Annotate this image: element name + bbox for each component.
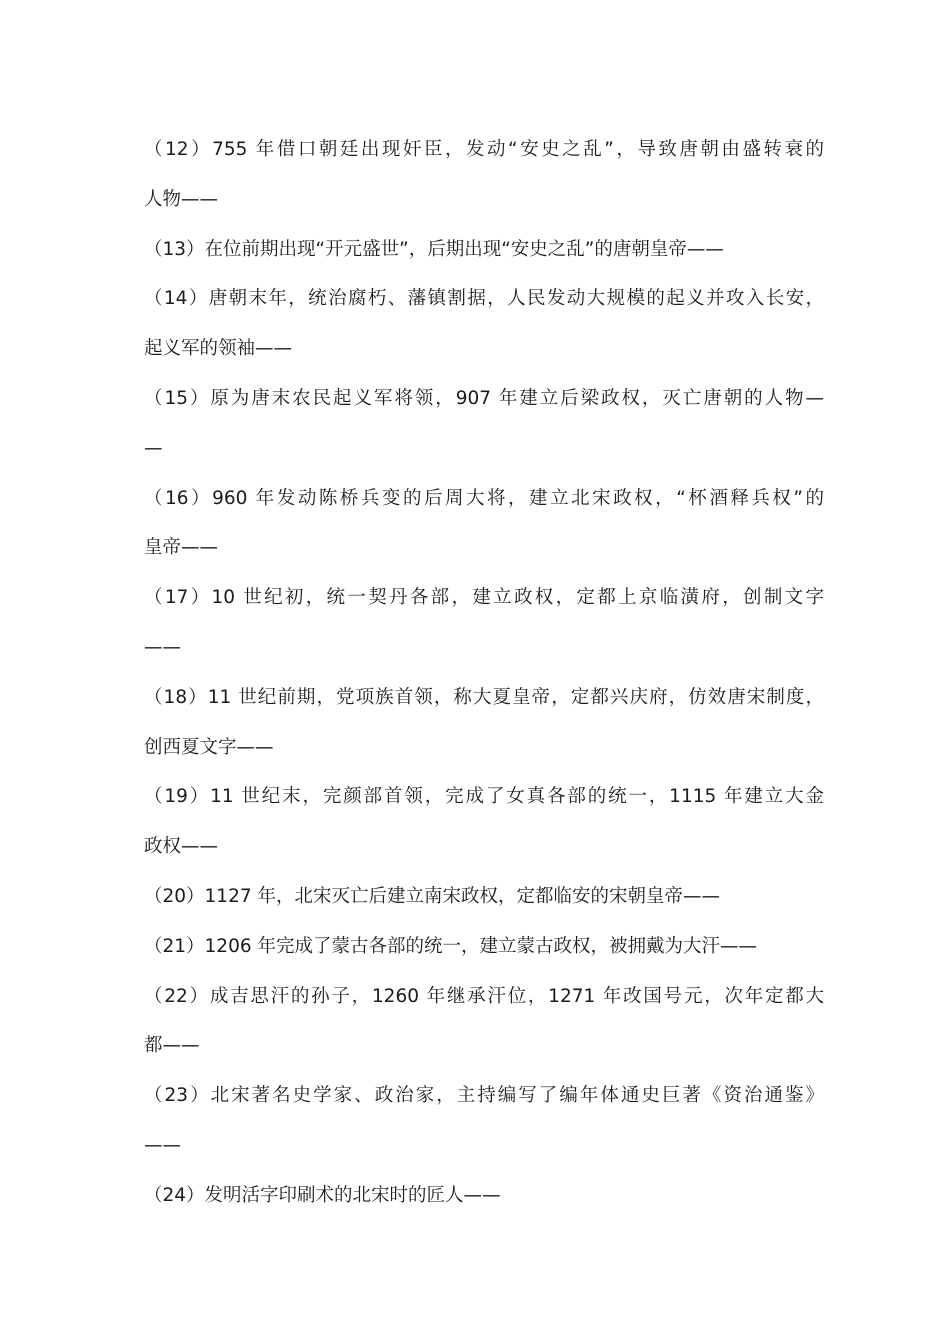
text-line: 都——	[144, 1035, 200, 1057]
text-line: （19）11 世纪末，完颜部首领，完成了女真各部的统一，1115 年建立大金	[144, 786, 824, 808]
text-line: （18）11 世纪前期，党项族首领，称大夏皇帝，定都兴庆府，仿效唐宋制度，	[144, 686, 824, 708]
text-line: （15）原为唐末农民起义军将领，907 年建立后梁政权，灭亡唐朝的人物—	[144, 387, 824, 409]
text-line: （13）在位前期出现“开元盛世”，后期出现“安史之乱”的唐朝皇帝——	[144, 238, 724, 260]
text-line: 起义军的领袖——	[144, 338, 293, 360]
text-line: —	[144, 437, 163, 459]
text-line: （21）1206 年完成了蒙古各部的统一，建立蒙古政权，被拥戴为大汗——	[144, 935, 758, 957]
text-line: 人物——	[144, 188, 219, 210]
text-line: 创西夏文字——	[144, 736, 274, 758]
text-line: （22）成吉思汗的孙子，1260 年继承汗位，1271 年改国号元，次年定都大	[144, 985, 824, 1007]
text-line: （16）960 年发动陈桥兵变的后周大将，建立北宋政权，“杯酒释兵权”的	[144, 487, 824, 509]
text-line: （14）唐朝末年，统治腐朽、藩镇割据，人民发动大规模的起义并攻入长安，	[144, 288, 824, 310]
text-line: （12）755 年借口朝廷出现奸臣，发动“安史之乱”，导致唐朝由盛转衰的	[144, 139, 824, 160]
text-line: 皇帝——	[144, 537, 219, 559]
document-body	[144, 125, 824, 1221]
text-line: （20）1127 年，北宋灭亡后建立南宋政权，定都临安的宋朝皇帝——	[144, 885, 721, 907]
text-line: （17）10 世纪初，统一契丹各部，建立政权，定都上京临潢府，创制文字	[144, 587, 824, 609]
text-line: ——	[144, 1134, 181, 1156]
text-line: （24）发明活字印刷术的北宋时的匠人——	[144, 1184, 501, 1206]
text-line: ——	[144, 636, 181, 658]
text-line: 政权——	[144, 836, 219, 858]
text-line: （23）北宋著名史学家、政治家，主持编写了编年体通史巨著《资治通鉴》	[144, 1085, 824, 1107]
